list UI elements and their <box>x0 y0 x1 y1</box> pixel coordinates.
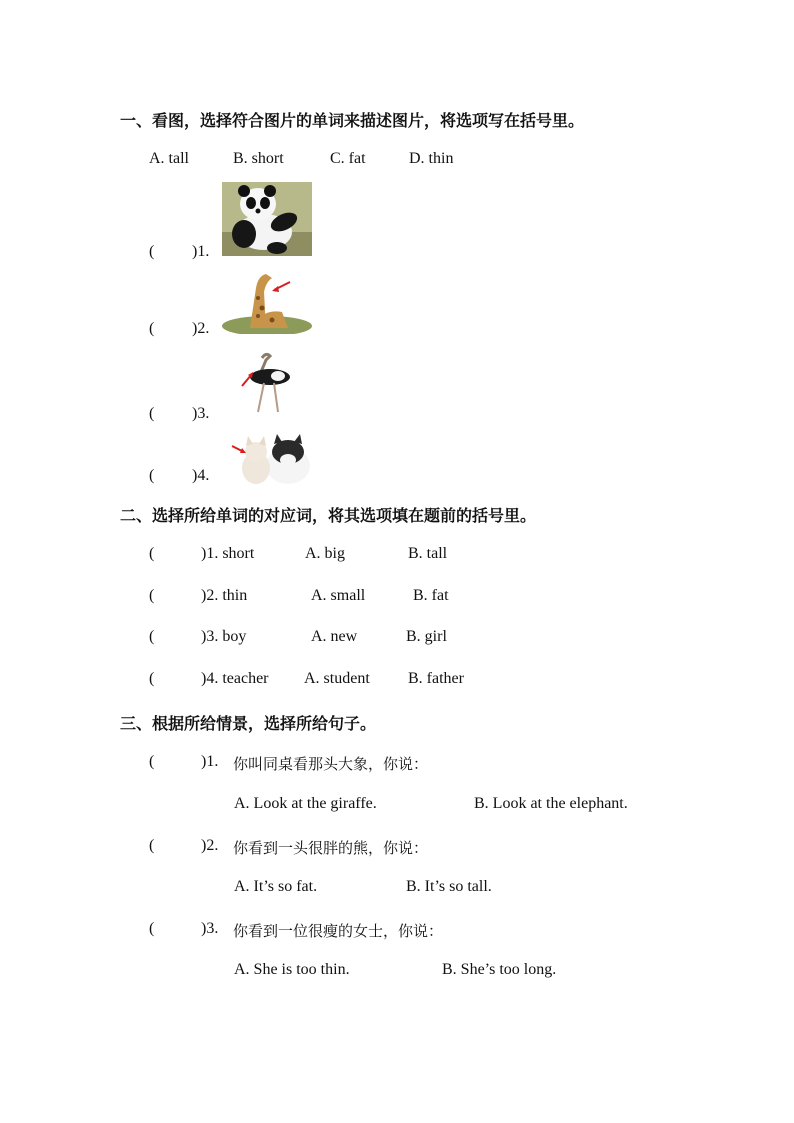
answer-paren-open: ( <box>149 920 155 937</box>
giraffe-picture <box>222 268 312 334</box>
panda-picture <box>222 182 312 256</box>
choice-b: B. father <box>408 670 464 687</box>
section2-heading: 二、选择所给单词的对应词，将其选项填在题前的括号里。 <box>120 506 537 525</box>
option-a: A. tall <box>149 150 189 167</box>
choice-a: A. student <box>304 670 370 687</box>
option-c: C. fat <box>330 150 366 167</box>
choice-a: A. small <box>311 587 366 604</box>
choice-a: A. new <box>311 628 358 645</box>
answer-paren-open: ( <box>149 467 155 484</box>
question-word: )3. boy <box>201 628 247 645</box>
cats-picture <box>222 432 312 484</box>
choice-b: B. fat <box>413 587 449 604</box>
choice-a: A. It’s so fat. <box>234 878 318 895</box>
item-number: )2. <box>201 837 219 854</box>
choice-b: B. tall <box>408 545 448 562</box>
option-b: B. short <box>233 150 284 167</box>
question-word: )2. thin <box>201 587 248 604</box>
answer-paren-open: ( <box>149 405 155 422</box>
choice-a: A. Look at the giraffe. <box>234 795 377 812</box>
choice-b: B. She’s too long. <box>442 961 557 978</box>
item-number: )1. <box>192 243 210 260</box>
section1-heading: 一、看图，选择符合图片的单词来描述图片，将选项写在括号里。 <box>120 111 585 130</box>
choice-b: B. It’s so tall. <box>406 878 492 895</box>
choice-a: A. big <box>305 545 345 562</box>
situation-prompt: 你看到一位很瘦的女士，你说： <box>233 922 444 940</box>
answer-paren-open: ( <box>149 628 155 645</box>
item-number: )2. <box>192 320 210 337</box>
answer-paren-open: ( <box>149 243 155 260</box>
situation-prompt: 你看到一头很胖的熊，你说： <box>233 839 429 857</box>
answer-paren-open: ( <box>149 545 155 562</box>
answer-paren-open: ( <box>149 753 155 770</box>
answer-paren-open: ( <box>149 320 155 337</box>
question-word: )1. short <box>201 545 255 562</box>
section3-heading: 三、根据所给情景，选择所给句子。 <box>120 714 377 733</box>
ostrich-picture <box>222 350 312 416</box>
item-number: )3. <box>201 920 219 937</box>
item-number: )4. <box>192 467 210 484</box>
item-number: )1. <box>201 753 219 770</box>
question-word: )4. teacher <box>201 670 269 687</box>
answer-paren-open: ( <box>149 837 155 854</box>
answer-paren-open: ( <box>149 670 155 687</box>
choice-b: B. girl <box>406 628 447 645</box>
choice-b: B. Look at the elephant. <box>474 795 628 812</box>
option-d: D. thin <box>409 150 454 167</box>
situation-prompt: 你叫同桌看那头大象，你说： <box>233 755 429 773</box>
item-number: )3. <box>192 405 210 422</box>
answer-paren-open: ( <box>149 587 155 604</box>
choice-a: A. She is too thin. <box>234 961 350 978</box>
